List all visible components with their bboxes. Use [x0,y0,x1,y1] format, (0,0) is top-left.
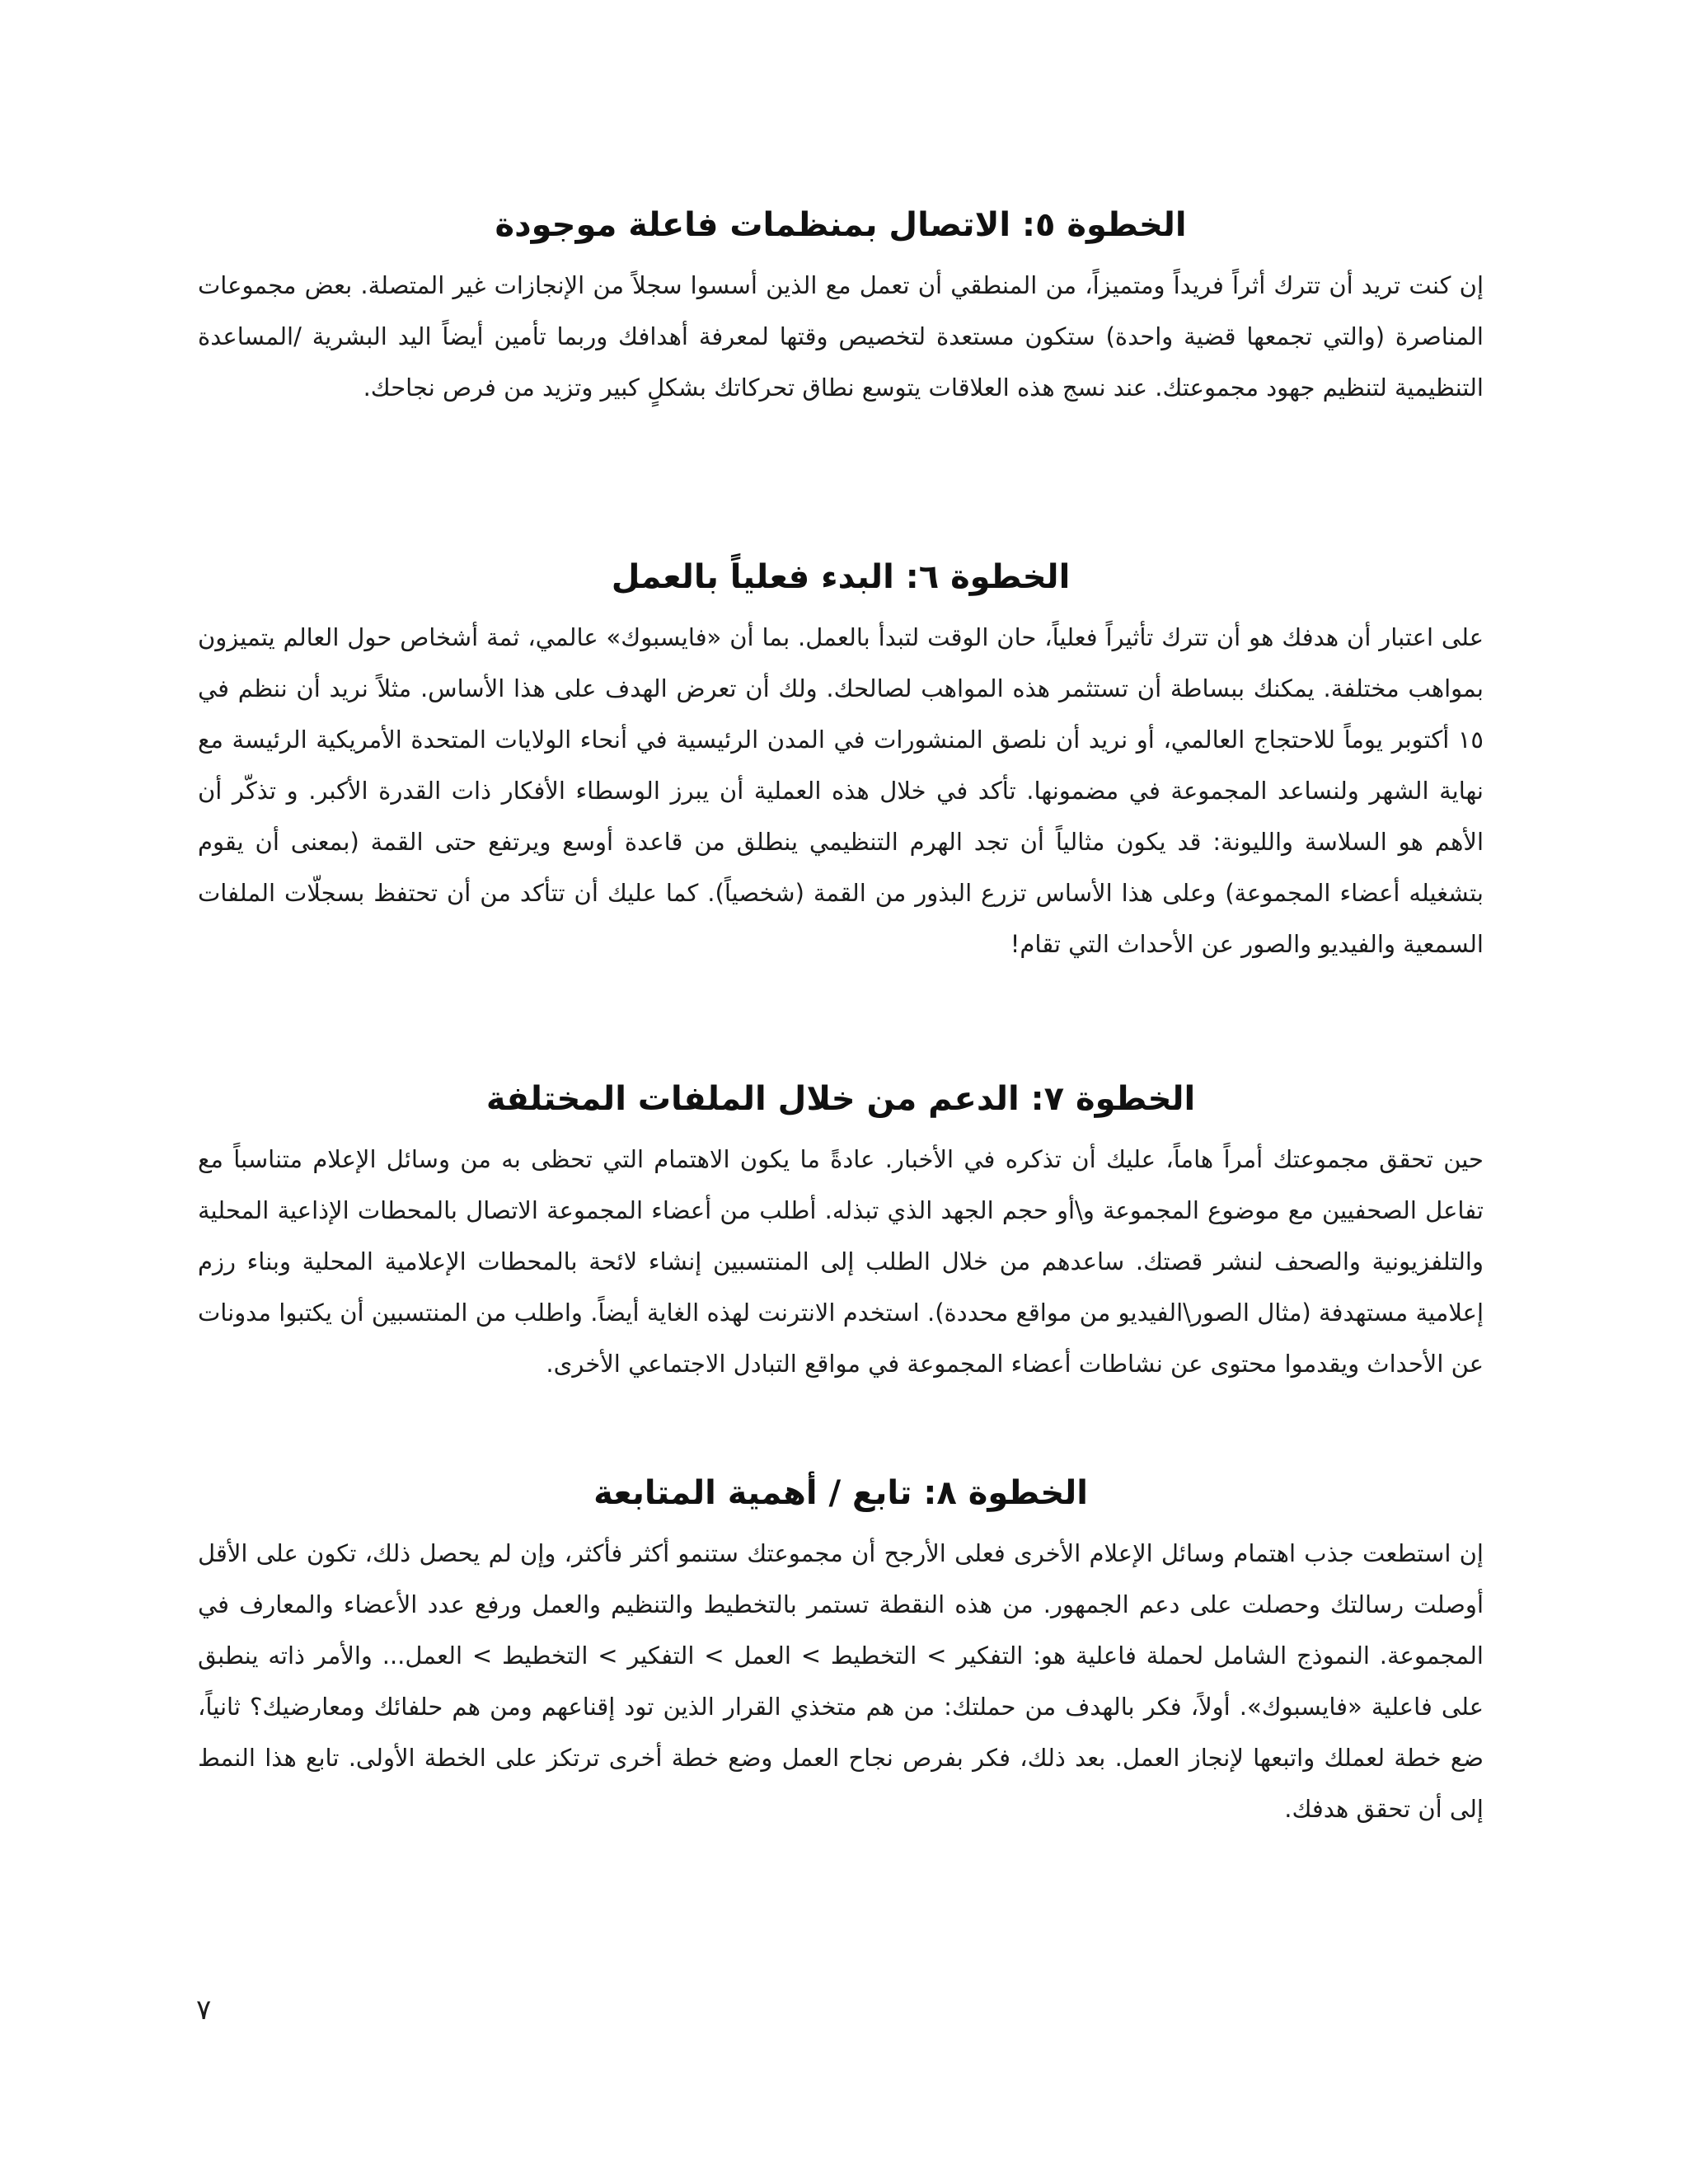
section-paragraph: إن كنت تريد أن تترك أثراً فريداً ومتميزاً، من المنطقي أن تعمل مع الذين أسسوا سجلاً من الإنجازات غير المتصلة. بعض مجموعات المناصرة (والتي تجمعها قضية واحدة) ستكون مستعدة لتخصيص وقتها لمعرفة أهدافك وربما تأمين أيضاً اليد البشرية /المساعدة التنظيمية لتنظيم جهود مجموعتك. عند نسج هذه العلاقات يتوسع نطاق تحركاتك بشكلٍ كبير وتزيد من فرص نجاحك. [198,271,1484,402]
section-heading: الخطوة ٥: الاتصال بمنظمات فاعلة موجودة [495,206,1187,244]
section-step-8 [198,1470,1484,1834]
page-number: ٧ [196,1994,212,2027]
section-step-5 [198,202,1484,413]
section-paragraph: حين تحقق مجموعتك أمراً هاماً، عليك أن تذكره في الأخبار. عادةً ما يكون الاهتمام التي تحظى به من وسائل الإعلام متناسباً مع تفاعل الصحفيين مع موضوع المجموعة و\أو حجم الجهد الذي تبذله. أطلب من أعضاء المجموعة الاتصال بالمحطات الإذاعية المحلية والتلفزيونية والصحف لنشر قصتك. ساعدهم من خلال الطلب إلى المنتسبين إنشاء لائحة بالمحطات الإعلامية المحلية وبناء رزم إعلامية مستهدفة (مثال الصور\الفيديو من مواقع محددة). استخدم الانترنت لهذه الغاية أيضاً. واطلب من المنتسبين أن يكتبوا مدونات عن الأحداث ويقدموا محتوى عن نشاطات أعضاء المجموعة في مواقع التبادل الاجتماعي الأخرى. [198,1145,1484,1378]
section-paragraph: على اعتبار أن هدفك هو أن تترك تأثيراً فعلياً، حان الوقت لتبدأ بالعمل. بما أن «فايسبوك» عالمي، ثمة أشخاص حول العالم يتميزون بمواهب مختلفة. يمكنك ببساطة أن تستثمر هذه المواهب لصالحك. ولك أن تعرض الهدف على هذا الأساس. مثلاً نريد أن ننظم في ١٥ أكتوبر يوماً للاحتجاج العالمي، أو نريد أن نلصق المنشورات في المدن الرئيسية في أنحاء الولايات المتحدة الأمريكية الرئيسة مع نهاية الشهر ولنساعد المجموعة في مضمونها. تأكد في خلال هذه العملية أن يبرز الوسطاء الأفكار ذات القدرة الأكبر. و تذكّر أن الأهم هو السلاسة والليونة: قد يكون مثالياً أن تجد الهرم التنظيمي ينطلق من قاعدة أوسع ويرتفع حتى القمة (بمعنى أن يقوم بتشغيله أعضاء المجموعة) وعلى هذا الأساس تزرع البذور من القمة (شخصياً). كما عليك أن تتأكد من أن تحتفظ بسجلّات الملفات السمعية والفيديو والصور عن الأحداث التي تقام! [198,623,1484,958]
section-step-6 [198,554,1484,970]
section-heading: الخطوة ٨: تابع / أهمية المتابعة [593,1474,1088,1512]
section-step-7 [198,1076,1484,1389]
section-heading: الخطوة ٧: الدعم من خلال الملفات المختلفة [485,1080,1196,1118]
section-heading: الخطوة ٦: البدء فعلياً بالعمل [611,558,1071,596]
document-page [198,0,1484,2184]
section-paragraph: إن استطعت جذب اهتمام وسائل الإعلام الأخرى فعلى الأرجح أن مجموعتك ستنمو أكثر فأكثر، وإن لم يحصل ذلك، تكون على الأقل أوصلت رسالتك وحصلت على دعم الجمهور. من هذه النقطة تستمر بالتخطيط والتنظيم والعمل ورفع عدد الأعضاء والمعارف في المجموعة. النموذج الشامل لحملة فاعلية هو: التفكير > التخطيط > العمل > التفكير > التخطيط > العمل... والأمر ذاته ينطبق على فاعلية «فايسبوك». أولاً، فكر بالهدف من حملتك: من هم متخذي القرار الذين تود إقناعهم ومن هم حلفائك ومعارضيك؟ ثانياً، ضع خطة لعملك واتبعها لإنجاز العمل. بعد ذلك، فكر بفرص نجاح العمل وضع خطة أخرى ترتكز على الخطة الأولى. تابع هذا النمط إلى أن تحقق هدفك. [198,1539,1484,1823]
